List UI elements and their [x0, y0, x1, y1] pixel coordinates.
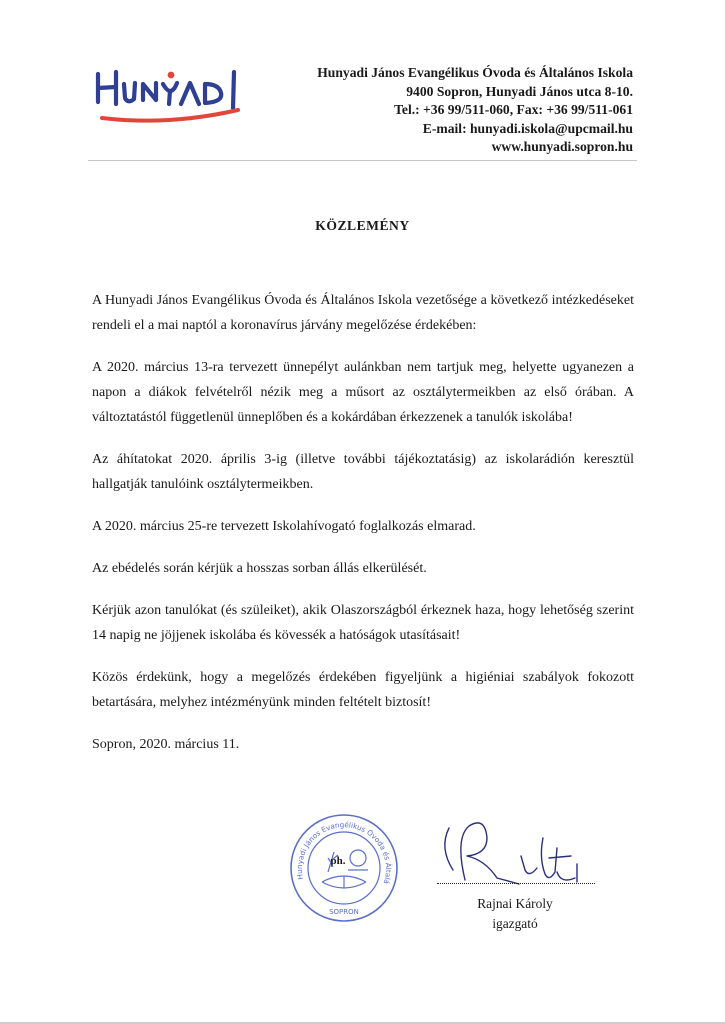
- address: 9400 Sopron, Hunyadi János utca 8-10.: [406, 83, 633, 99]
- date-place: Sopron, 2020. március 11.: [92, 737, 240, 752]
- hunyadi-logo: [88, 60, 264, 130]
- paragraph: A 2020. március 13-ra tervezett ünnepélyt aulánkban nem tartjuk meg, helyette ugyanezen a napon a diákok felvételről nézik meg a műsort az osztálytermeikben az első órában. A változtatástól függetlenül ünneplőben és a kokárdában érkezzenek a tanulók iskolába!: [92, 360, 634, 425]
- paragraph: Az áhítatokat 2020. április 3-ig (illetve további tájékoztatásig) az iskolarádión keresztül hallgatják tanulóink osztálytermeikben.: [92, 452, 634, 492]
- org-name: Hunyadi János Evangélikus Óvoda és Általános Iskola: [317, 65, 633, 80]
- signer-name: Rajnai Károly: [477, 896, 553, 911]
- email: E-mail: hunyadi.iskola@upcmail.hu: [422, 120, 633, 136]
- svg-text:ph.: ph.: [330, 855, 346, 867]
- signer-block: [452, 894, 578, 934]
- paragraph: A 2020. március 25-re tervezett Iskolahívogató foglalkozás elmarad.: [92, 519, 476, 534]
- paragraph: A Hunyadi János Evangélikus Óvoda és Általános Iskola vezetősége a következő intézkedéseket rendeli el a mai naptól a koronavírus járvány megelőzése érdekében:: [92, 293, 634, 333]
- svg-text:Hunyadi János Evangélikus Óvod: Hunyadi János Evangélikus Óvoda és Általá: [294, 820, 394, 886]
- paragraph: Közös érdekünk, hogy a megelőzés érdekében figyeljünk a higiéniai szabályok fokozott betartására, melyhez intézményünk minden feltételt biztosít!: [92, 670, 634, 710]
- paragraph: Kérjük azon tanulókat (és szüleiket), akik Olaszországból érkeznek haza, hogy lehetőség szerint 14 napig ne jöjjenek iskolába és kövessék a hatóságok utasításait!: [92, 603, 634, 643]
- handwritten-signature: [425, 808, 600, 893]
- document-body: [92, 288, 634, 774]
- phone-fax: Tel.: +36 99/511-060, Fax: +36 99/511-061: [394, 102, 633, 117]
- school-stamp: [288, 812, 400, 924]
- paragraph: Az ebédelés során kérjük a hosszas sorban állás elkerülését.: [92, 561, 427, 576]
- website: www.hunyadi.sopron.hu: [491, 139, 633, 154]
- svg-text:SOPRON: SOPRON: [329, 908, 359, 916]
- document-title: KÖZLEMÉNY: [315, 218, 410, 233]
- header-divider: [88, 160, 637, 161]
- letterhead: [317, 64, 633, 157]
- signer-role: igazgató: [492, 916, 538, 931]
- signature-line: [437, 883, 595, 884]
